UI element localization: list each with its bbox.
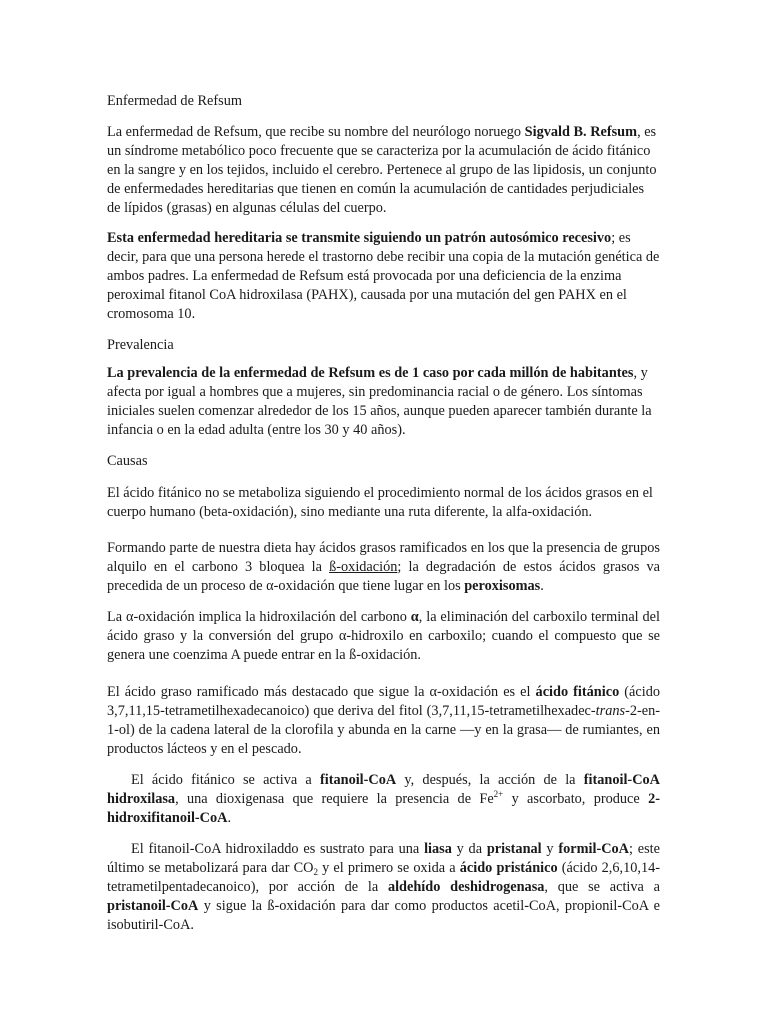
- bold-pristanal: pristanal: [486, 841, 542, 857]
- bold-2-hidroxifitanoil-coa: 2-hidroxifitanoil-CoA: [107, 791, 660, 826]
- paragraph-inheritance: Esta enfermedad hereditaria se transmite siguiendo un patrón autosómico recesivo; es decir, para que una persona herede el trastorno debe recibir una copia de la mutación genética de ambos padres. La enfermedad de Refsum está provocada por una deficiencia de la enzima peroximal fitanol CoA hidroxilasa (PAHX), causada por una mutación del gen PAHX en el cromosoma 10.: [107, 230, 660, 322]
- paragraph-activation: El ácido fitánico se activa a fitanoil-CoA y, después, la acción de la fitanoil-CoA hidroxilasa, una dioxigenasa que requiere la presencia de $Fe^{2+}$ y ascorbato, produce 2-hidroxifitanoil-CoA.: [107, 772, 660, 826]
- bold-pristanoil-coa: pristanoil-CoA: [107, 898, 199, 914]
- bold-inheritance: Esta enfermedad hereditaria se transmite siguiendo un patrón autosómico recesivo: [107, 230, 612, 246]
- superscript-charge: 2+: [493, 789, 504, 799]
- paragraph-prevalence: La prevalencia de la enfermedad de Refsum es de 1 caso por cada millón de habitantes, y afecta por igual a hombres que a mujeres, sin predominancia racial o de género. Los síntomas iniciales suelen comenzar alrededor de los 15 años, aunque pueden aparecer también durante la infancia o en la edad adulta (entre los 30 y 40 años).: [107, 365, 652, 438]
- bold-fitanoil-coa: fitanoil-CoA: [319, 772, 397, 788]
- section-heading-prevalencia: Prevalencia: [107, 337, 174, 353]
- paragraph-alpha-oxidation: La α-oxidación implica la hidroxilación del carbono α, la eliminación del carboxilo terminal del ácido graso y la conversión del grupo α-hidroxilo en carboxilo; cuando el compuesto que se genera une coenzima A puede entrar en la ß-oxidación.: [107, 609, 660, 663]
- bold-name-refsum: Sigvald B. Refsum: [524, 124, 638, 140]
- bold-liasa: liasa: [424, 841, 452, 857]
- paragraph-introduction: La enfermedad de Refsum, que recibe su nombre del neurólogo noruego Sigvald B. Refsum, es un síndrome metabólico poco frecuente que se caracteriza por la acumulación de ácido fitánico en la sangre y en los tejidos, incluido el cerebro. Pertenece al grupo de las lipidosis, un conjunto de enfermedades hereditarias que tienen en común la acumulación de cantidades perjudiciales de lípidos (grasas) en algunas células del cuerpo.: [107, 124, 657, 216]
- bold-formil-coa: formil-CoA: [558, 841, 630, 857]
- bold-alpha: α: [410, 609, 419, 625]
- beta-oxidation-link[interactable]: ß-oxidación: [329, 559, 398, 575]
- bold-acido-fitanico: ácido fitánico: [535, 684, 620, 700]
- paragraph-branched-fatty-acids: Formando parte de nuestra dieta hay ácidos grasos ramificados en los que la presencia de grupos alquilo en el carbono 3 bloquea la ß-oxidación; la degradación de estos ácidos grasos va precedida de un proceso de α-oxidación que tiene lugar en los peroxisomas.: [107, 540, 660, 594]
- paragraph-causes: El ácido fitánico no se metaboliza siguiendo el procedimiento normal de los ácidos grasos en el cuerpo humano (beta-oxidación), sino mediante una ruta diferente, la alfa-oxidación.: [107, 485, 653, 520]
- bold-acido-pristanico: ácido pristánico: [459, 860, 558, 876]
- paragraph-pristanal: El fitanoil-CoA hidroxiladdo es sustrato para una liasa y da pristanal y formil-CoA; este último se metabolizará para dar $CO_2$ y el primero se oxida a ácido pristánico (ácido 2,6,10,14-tetrametilpentadecanoico), por acción de la aldehído deshidrogenasa, que se activa a pristanoil-CoA y sigue la ß-oxidación para dar como productos acetil-CoA, propionil-CoA e isobutiril-CoA.: [107, 841, 661, 933]
- section-heading-causas: Causas: [107, 453, 148, 469]
- paragraph-phytanic-acid: El ácido graso ramificado más destacado que sigue la α-oxidación es el ácido fitánico (ácido 3,7,11,15-tetrametilhexadecanoico) que deriva del fitol (3,7,11,15-tetrametilhexadec-trans-2-en-1-ol) de la cadena lateral de la clorofila y abunda en la carne —y en la grasa— de rumiantes, en productos lácteos y en el pescado.: [107, 684, 661, 757]
- bold-peroxisomas: peroxisomas: [464, 578, 541, 594]
- bold-aldehido-deshidrogenasa: aldehído deshidrogenasa: [387, 879, 545, 895]
- bold-fitanoil-coa-hidroxilasa: fitanoil-CoA hidroxilasa: [107, 772, 660, 807]
- section-heading-refsum: Enfermedad de Refsum: [107, 93, 242, 109]
- subscript-co2: 2: [313, 867, 318, 877]
- bold-prevalence: La prevalencia de la enfermedad de Refsum es de 1 caso por cada millón de habitantes: [107, 365, 634, 381]
- italic-trans: trans: [595, 703, 626, 719]
